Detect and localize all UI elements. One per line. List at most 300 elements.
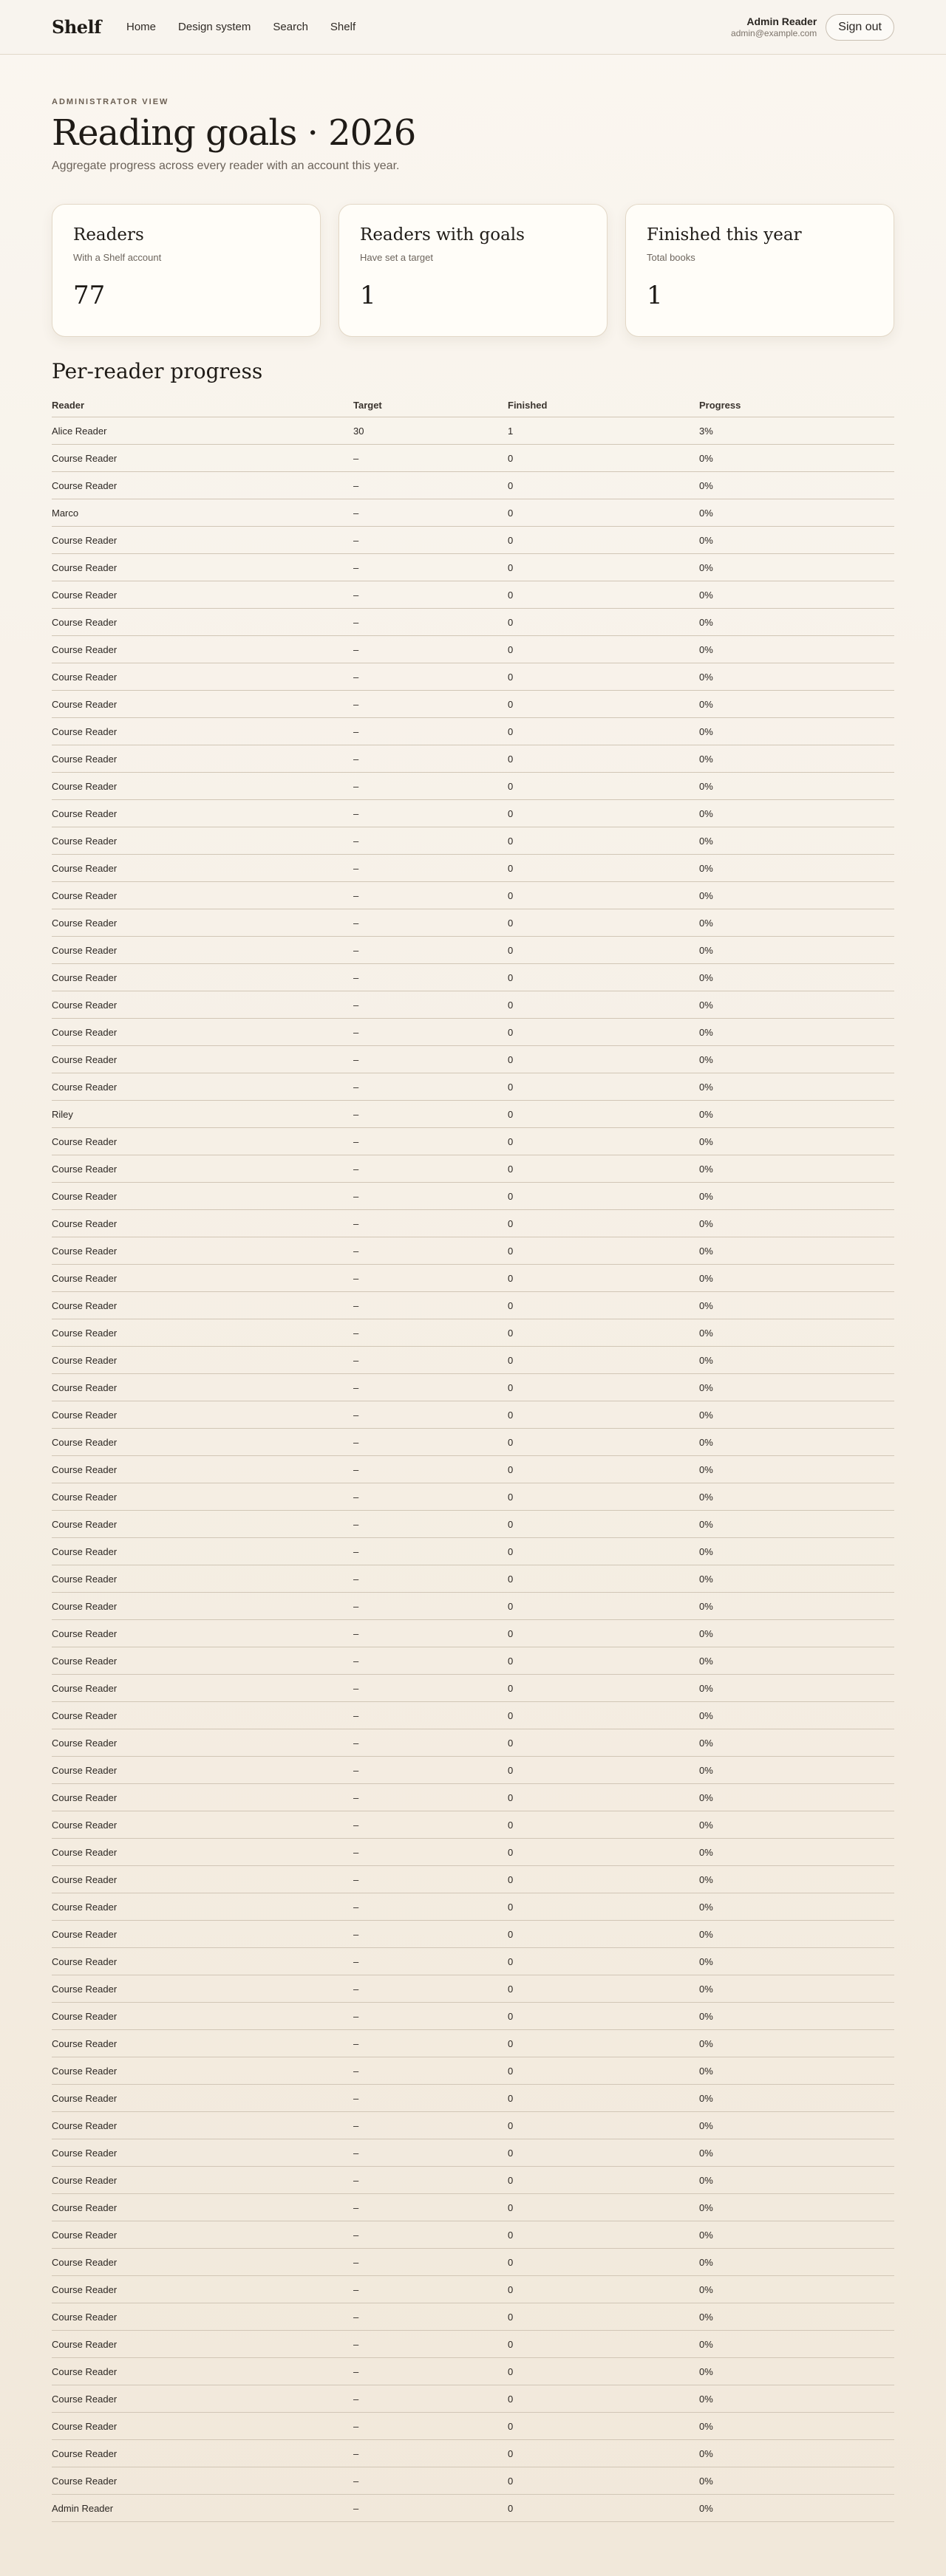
nav-home-link[interactable]: Home xyxy=(126,21,157,33)
progress-cell: 0% xyxy=(699,1675,894,1702)
target-cell: – xyxy=(353,1948,508,1975)
finished-cell: 0 xyxy=(508,1893,699,1921)
account-meta xyxy=(731,16,817,38)
stat-caption: Total books xyxy=(647,252,695,263)
sign-out-button[interactable]: Sign out xyxy=(826,14,894,41)
progress-cell: 0% xyxy=(699,1319,894,1347)
table-row xyxy=(52,1784,894,1811)
finished-cell: 0 xyxy=(508,1456,699,1483)
progress-cell: 0% xyxy=(699,964,894,991)
table-row xyxy=(52,1702,894,1729)
progress-cell: 0% xyxy=(699,882,894,909)
brand-logo[interactable]: Shelf xyxy=(52,16,101,38)
target-cell: – xyxy=(353,2139,508,2167)
reader-name-cell: Course Reader xyxy=(52,1265,353,1292)
progress-cell: 0% xyxy=(699,1237,894,1265)
table-row xyxy=(52,472,894,499)
finished-cell: 0 xyxy=(508,882,699,909)
finished-cell: 0 xyxy=(508,554,699,581)
table-row xyxy=(52,2221,894,2249)
finished-cell: 0 xyxy=(508,991,699,1019)
finished-cell: 0 xyxy=(508,1511,699,1538)
reader-name-cell: Course Reader xyxy=(52,691,353,718)
table-row xyxy=(52,1456,894,1483)
progress-cell: 0% xyxy=(699,991,894,1019)
reader-name-cell: Course Reader xyxy=(52,581,353,609)
target-cell: – xyxy=(353,1319,508,1347)
finished-cell: 0 xyxy=(508,937,699,964)
finished-cell: 0 xyxy=(508,1565,699,1593)
target-cell: – xyxy=(353,2030,508,2057)
target-cell: – xyxy=(353,718,508,745)
target-cell: – xyxy=(353,527,508,554)
reader-name-cell: Course Reader xyxy=(52,1565,353,1593)
finished-cell: 0 xyxy=(508,2276,699,2303)
stat-value: 77 xyxy=(73,281,106,310)
reader-name-cell: Course Reader xyxy=(52,2221,353,2249)
finished-cell: 0 xyxy=(508,1593,699,1620)
finished-cell: 0 xyxy=(508,2249,699,2276)
finished-cell: 0 xyxy=(508,1811,699,1839)
reader-name-cell: Course Reader xyxy=(52,1073,353,1101)
progress-cell: 0% xyxy=(699,691,894,718)
top-bar xyxy=(0,0,946,55)
progress-cell: 0% xyxy=(699,1183,894,1210)
table-row xyxy=(52,581,894,609)
finished-cell: 0 xyxy=(508,663,699,691)
reader-name-cell: Course Reader xyxy=(52,745,353,773)
finished-cell: 0 xyxy=(508,2221,699,2249)
finished-cell: 0 xyxy=(508,1921,699,1948)
table-row xyxy=(52,1565,894,1593)
reader-name-cell: Course Reader xyxy=(52,1675,353,1702)
reader-name-cell: Course Reader xyxy=(52,1866,353,1893)
stat-caption: Have set a target xyxy=(360,252,433,263)
finished-cell: 0 xyxy=(508,1647,699,1675)
target-cell: – xyxy=(353,2194,508,2221)
progress-cell: 0% xyxy=(699,909,894,937)
reader-name-cell: Course Reader xyxy=(52,1183,353,1210)
column-header-progress: Progress xyxy=(699,400,894,417)
reader-name-cell: Course Reader xyxy=(52,2440,353,2467)
finished-cell: 0 xyxy=(508,718,699,745)
table-row xyxy=(52,2276,894,2303)
finished-cell: 1 xyxy=(508,417,699,445)
table-row xyxy=(52,691,894,718)
progress-cell: 0% xyxy=(699,2276,894,2303)
finished-cell: 0 xyxy=(508,827,699,855)
progress-cell: 0% xyxy=(699,1347,894,1374)
table-row xyxy=(52,1866,894,1893)
reader-name-cell: Course Reader xyxy=(52,800,353,827)
finished-cell: 0 xyxy=(508,2467,699,2495)
finished-cell: 0 xyxy=(508,1210,699,1237)
table-row xyxy=(52,1675,894,1702)
finished-cell: 0 xyxy=(508,1729,699,1757)
reader-name-cell: Course Reader xyxy=(52,1921,353,1948)
stat-card-finished-this-year xyxy=(625,204,894,337)
finished-cell: 0 xyxy=(508,2413,699,2440)
table-row xyxy=(52,2194,894,2221)
reader-name-cell: Course Reader xyxy=(52,855,353,882)
target-cell: – xyxy=(353,1921,508,1948)
table-row xyxy=(52,1265,894,1292)
column-header-target: Target xyxy=(353,400,508,417)
target-cell: – xyxy=(353,1483,508,1511)
progress-cell: 0% xyxy=(699,2057,894,2085)
progress-cell: 0% xyxy=(699,1073,894,1101)
table-row xyxy=(52,2303,894,2331)
target-cell: – xyxy=(353,2112,508,2139)
table-row xyxy=(52,1483,894,1511)
table-row xyxy=(52,1155,894,1183)
table-row xyxy=(52,1811,894,1839)
finished-cell: 0 xyxy=(508,1155,699,1183)
progress-cell: 0% xyxy=(699,937,894,964)
reader-name-cell: Course Reader xyxy=(52,2276,353,2303)
reader-name-cell: Course Reader xyxy=(52,1456,353,1483)
reader-name-cell: Course Reader xyxy=(52,1237,353,1265)
reader-name-cell: Course Reader xyxy=(52,2139,353,2167)
main-content xyxy=(0,98,946,2522)
reader-name-cell: Course Reader xyxy=(52,1975,353,2003)
table-row xyxy=(52,499,894,527)
target-cell: – xyxy=(353,1073,508,1101)
progress-cell: 0% xyxy=(699,1101,894,1128)
target-cell: – xyxy=(353,2467,508,2495)
table-row xyxy=(52,636,894,663)
target-cell: – xyxy=(353,1811,508,1839)
finished-cell: 0 xyxy=(508,1237,699,1265)
table-row xyxy=(52,991,894,1019)
table-row xyxy=(52,1429,894,1456)
target-cell: – xyxy=(353,2303,508,2331)
progress-cell: 0% xyxy=(699,1702,894,1729)
finished-cell: 0 xyxy=(508,1866,699,1893)
table-row xyxy=(52,1019,894,1046)
target-cell: – xyxy=(353,1155,508,1183)
target-cell: – xyxy=(353,663,508,691)
table-row xyxy=(52,1046,894,1073)
reader-name-cell: Course Reader xyxy=(52,1019,353,1046)
stat-value: 1 xyxy=(360,281,376,310)
table-row xyxy=(52,2385,894,2413)
target-cell: – xyxy=(353,636,508,663)
finished-cell: 0 xyxy=(508,1073,699,1101)
reader-name-cell: Course Reader xyxy=(52,1593,353,1620)
target-cell: – xyxy=(353,2276,508,2303)
target-cell: – xyxy=(353,1565,508,1593)
reader-name-cell: Marco xyxy=(52,499,353,527)
reader-name-cell: Course Reader xyxy=(52,2030,353,2057)
account-area xyxy=(731,14,894,41)
reader-name-cell: Course Reader xyxy=(52,991,353,1019)
table-row xyxy=(52,1210,894,1237)
reader-name-cell: Course Reader xyxy=(52,609,353,636)
table-row xyxy=(52,609,894,636)
target-cell: – xyxy=(353,1401,508,1429)
finished-cell: 0 xyxy=(508,1374,699,1401)
target-cell: – xyxy=(353,554,508,581)
finished-cell: 0 xyxy=(508,581,699,609)
reader-name-cell: Course Reader xyxy=(52,2358,353,2385)
target-cell: – xyxy=(353,1210,508,1237)
table-row xyxy=(52,745,894,773)
finished-cell: 0 xyxy=(508,1265,699,1292)
table-row xyxy=(52,2331,894,2358)
finished-cell: 0 xyxy=(508,1948,699,1975)
table-row xyxy=(52,2112,894,2139)
table-row xyxy=(52,2167,894,2194)
target-cell: – xyxy=(353,581,508,609)
reader-name-cell: Course Reader xyxy=(52,472,353,499)
finished-cell: 0 xyxy=(508,2358,699,2385)
progress-cell: 3% xyxy=(699,417,894,445)
progress-cell: 0% xyxy=(699,2221,894,2249)
target-cell: – xyxy=(353,827,508,855)
progress-cell: 0% xyxy=(699,1511,894,1538)
progress-cell: 0% xyxy=(699,1647,894,1675)
target-cell: – xyxy=(353,2167,508,2194)
reader-name-cell: Course Reader xyxy=(52,1620,353,1647)
finished-cell: 0 xyxy=(508,1292,699,1319)
stat-card-readers xyxy=(52,204,321,337)
table-row xyxy=(52,964,894,991)
target-cell: – xyxy=(353,2495,508,2522)
target-cell: – xyxy=(353,2358,508,2385)
reader-name-cell: Course Reader xyxy=(52,1839,353,1866)
table-row xyxy=(52,800,894,827)
progress-cell: 0% xyxy=(699,445,894,472)
finished-cell: 0 xyxy=(508,964,699,991)
reader-name-cell: Course Reader xyxy=(52,1046,353,1073)
target-cell: – xyxy=(353,2440,508,2467)
progress-cell: 0% xyxy=(699,1374,894,1401)
progress-cell: 0% xyxy=(699,527,894,554)
finished-cell: 0 xyxy=(508,745,699,773)
target-cell: – xyxy=(353,445,508,472)
progress-cell: 0% xyxy=(699,1155,894,1183)
finished-cell: 0 xyxy=(508,609,699,636)
target-cell: – xyxy=(353,1593,508,1620)
table-row xyxy=(52,2003,894,2030)
reader-name-cell: Course Reader xyxy=(52,718,353,745)
reader-name-cell: Course Reader xyxy=(52,882,353,909)
target-cell: – xyxy=(353,1374,508,1401)
finished-cell: 0 xyxy=(508,909,699,937)
reader-name-cell: Course Reader xyxy=(52,1893,353,1921)
target-cell: – xyxy=(353,1046,508,1073)
progress-section-title: Per-reader progress xyxy=(52,359,263,383)
progress-cell: 0% xyxy=(699,1265,894,1292)
reader-name-cell: Course Reader xyxy=(52,2057,353,2085)
stat-card-readers-with-goals xyxy=(338,204,608,337)
target-cell: – xyxy=(353,1429,508,1456)
progress-cell: 0% xyxy=(699,499,894,527)
target-cell: – xyxy=(353,937,508,964)
finished-cell: 0 xyxy=(508,2085,699,2112)
reader-name-cell: Course Reader xyxy=(52,1757,353,1784)
reader-name-cell: Course Reader xyxy=(52,636,353,663)
target-cell: – xyxy=(353,1757,508,1784)
target-cell: – xyxy=(353,1128,508,1155)
progress-cell: 0% xyxy=(699,663,894,691)
target-cell: – xyxy=(353,2385,508,2413)
reader-name-cell: Course Reader xyxy=(52,1511,353,1538)
reader-name-cell: Course Reader xyxy=(52,2303,353,2331)
page-title: Reading goals · 2026 xyxy=(52,112,416,154)
finished-cell: 0 xyxy=(508,855,699,882)
progress-cell: 0% xyxy=(699,1456,894,1483)
table-row xyxy=(52,1237,894,1265)
table-row xyxy=(52,554,894,581)
progress-cell: 0% xyxy=(699,1839,894,1866)
progress-cell: 0% xyxy=(699,2303,894,2331)
target-cell: – xyxy=(353,800,508,827)
progress-cell: 0% xyxy=(699,2030,894,2057)
finished-cell: 0 xyxy=(508,1757,699,1784)
target-cell: – xyxy=(353,855,508,882)
target-cell: – xyxy=(353,2085,508,2112)
reader-name-cell: Course Reader xyxy=(52,1374,353,1401)
table-row xyxy=(52,909,894,937)
table-row xyxy=(52,1401,894,1429)
target-cell: – xyxy=(353,1975,508,2003)
table-row xyxy=(52,2495,894,2522)
nav-shelf-link[interactable]: Shelf xyxy=(330,21,356,33)
finished-cell: 0 xyxy=(508,1975,699,2003)
progress-cell: 0% xyxy=(699,1784,894,1811)
progress-cell: 0% xyxy=(699,2495,894,2522)
progress-cell: 0% xyxy=(699,1565,894,1593)
target-cell: – xyxy=(353,1292,508,1319)
target-cell: – xyxy=(353,909,508,937)
stat-title: Finished this year xyxy=(647,225,802,245)
reader-name-cell: Course Reader xyxy=(52,773,353,800)
progress-cell: 0% xyxy=(699,1429,894,1456)
finished-cell: 0 xyxy=(508,1046,699,1073)
target-cell: – xyxy=(353,1456,508,1483)
table-row xyxy=(52,2249,894,2276)
target-cell: – xyxy=(353,2331,508,2358)
table-row xyxy=(52,417,894,445)
reader-name-cell: Alice Reader xyxy=(52,417,353,445)
finished-cell: 0 xyxy=(508,2057,699,2085)
progress-cell: 0% xyxy=(699,1292,894,1319)
reader-name-cell: Riley xyxy=(52,1101,353,1128)
target-cell: – xyxy=(353,472,508,499)
table-row xyxy=(52,1757,894,1784)
progress-cell: 0% xyxy=(699,1046,894,1073)
table-row xyxy=(52,1128,894,1155)
progress-cell: 0% xyxy=(699,2385,894,2413)
finished-cell: 0 xyxy=(508,2331,699,2358)
progress-cell: 0% xyxy=(699,1128,894,1155)
reader-name-cell: Course Reader xyxy=(52,1347,353,1374)
table-row xyxy=(52,718,894,745)
reader-name-cell: Course Reader xyxy=(52,2249,353,2276)
page-eyebrow: ADMINISTRATOR VIEW xyxy=(52,98,169,106)
progress-cell: 0% xyxy=(699,2139,894,2167)
reader-name-cell: Course Reader xyxy=(52,2413,353,2440)
progress-table-body xyxy=(52,417,894,2522)
stats-grid xyxy=(52,204,894,337)
reader-name-cell: Course Reader xyxy=(52,827,353,855)
reader-name-cell: Course Reader xyxy=(52,527,353,554)
reader-name-cell: Course Reader xyxy=(52,2331,353,2358)
finished-cell: 0 xyxy=(508,445,699,472)
page-subtitle: Aggregate progress across every reader with an account this year. xyxy=(52,160,400,172)
table-row xyxy=(52,1183,894,1210)
reader-name-cell: Admin Reader xyxy=(52,2495,353,2522)
table-row xyxy=(52,1948,894,1975)
progress-cell: 0% xyxy=(699,1921,894,1948)
stat-value: 1 xyxy=(647,281,663,310)
table-row xyxy=(52,1374,894,1401)
progress-cell: 0% xyxy=(699,1948,894,1975)
target-cell: – xyxy=(353,882,508,909)
reader-name-cell: Course Reader xyxy=(52,663,353,691)
nav-design-system-link[interactable]: Design system xyxy=(178,21,251,33)
reader-name-cell: Course Reader xyxy=(52,2085,353,2112)
target-cell: – xyxy=(353,1347,508,1374)
progress-cell: 0% xyxy=(699,2331,894,2358)
table-row xyxy=(52,1319,894,1347)
finished-cell: 0 xyxy=(508,1128,699,1155)
progress-cell: 0% xyxy=(699,2112,894,2139)
nav-search-link[interactable]: Search xyxy=(273,21,308,33)
target-cell: – xyxy=(353,1675,508,1702)
reader-name-cell: Course Reader xyxy=(52,1538,353,1565)
progress-cell: 0% xyxy=(699,472,894,499)
header-row xyxy=(52,400,894,417)
table-row xyxy=(52,1893,894,1921)
reader-name-cell: Course Reader xyxy=(52,1210,353,1237)
finished-cell: 0 xyxy=(508,527,699,554)
finished-cell: 0 xyxy=(508,1347,699,1374)
finished-cell: 0 xyxy=(508,2495,699,2522)
table-row xyxy=(52,882,894,909)
column-header-reader: Reader xyxy=(52,400,353,417)
reader-name-cell: Course Reader xyxy=(52,1401,353,1429)
reader-name-cell: Course Reader xyxy=(52,964,353,991)
target-cell: – xyxy=(353,2003,508,2030)
account-name: Admin Reader xyxy=(746,15,817,27)
reader-name-cell: Course Reader xyxy=(52,1319,353,1347)
target-cell: – xyxy=(353,609,508,636)
progress-cell: 0% xyxy=(699,1729,894,1757)
table-row xyxy=(52,527,894,554)
target-cell: – xyxy=(353,499,508,527)
progress-cell: 0% xyxy=(699,1757,894,1784)
table-row xyxy=(52,855,894,882)
reader-name-cell: Course Reader xyxy=(52,2003,353,2030)
finished-cell: 0 xyxy=(508,1675,699,1702)
table-row xyxy=(52,1921,894,1948)
column-header-finished: Finished xyxy=(508,400,699,417)
progress-cell: 0% xyxy=(699,855,894,882)
finished-cell: 0 xyxy=(508,2112,699,2139)
progress-cell: 0% xyxy=(699,1483,894,1511)
reader-name-cell: Course Reader xyxy=(52,1948,353,1975)
reader-name-cell: Course Reader xyxy=(52,937,353,964)
table-row xyxy=(52,2085,894,2112)
progress-cell: 0% xyxy=(699,636,894,663)
progress-cell: 0% xyxy=(699,2249,894,2276)
stat-title: Readers with goals xyxy=(360,225,525,245)
finished-cell: 0 xyxy=(508,1183,699,1210)
target-cell: – xyxy=(353,1019,508,1046)
